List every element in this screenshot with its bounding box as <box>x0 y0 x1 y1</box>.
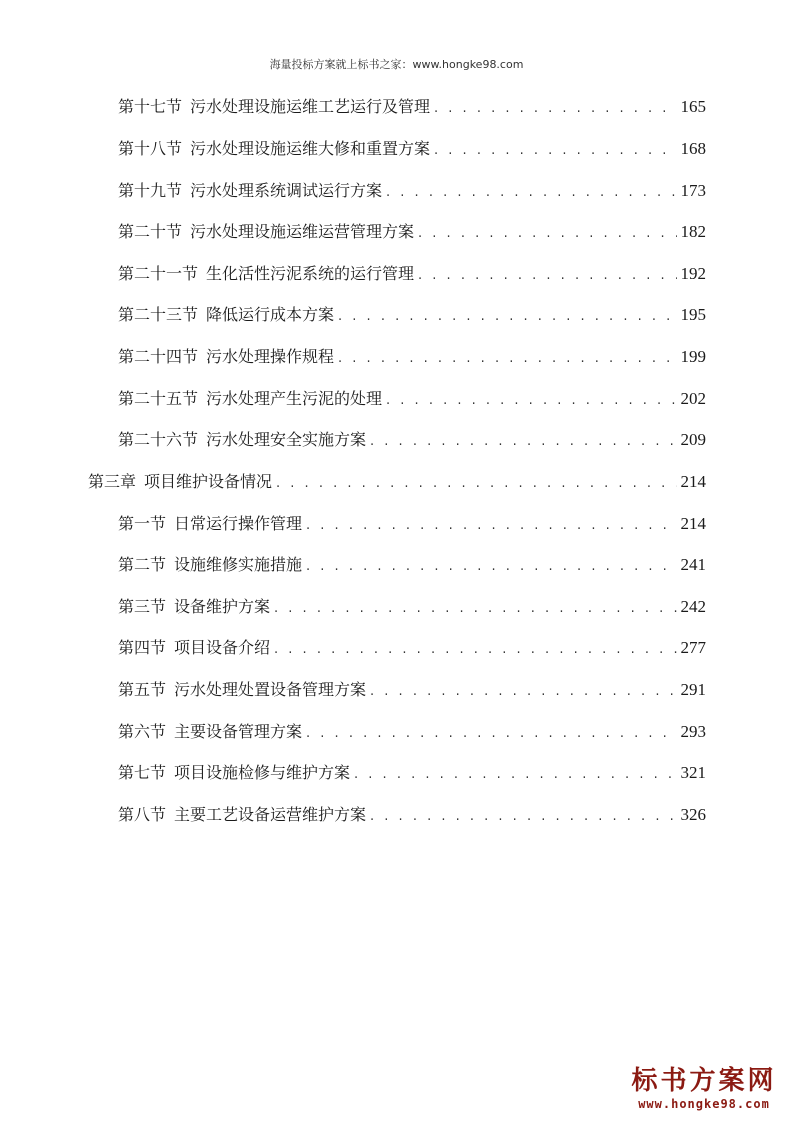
toc-section-number: 第二十六节 <box>118 430 199 449</box>
toc-title: 污水处理系统调试运行方案 <box>190 181 383 200</box>
toc-page-number: 195 <box>680 305 706 324</box>
watermark-url: www.hongke98.com <box>638 1097 770 1111</box>
toc-page-number: 168 <box>680 139 706 158</box>
toc-leader-dots <box>370 804 676 830</box>
toc-entry[interactable] <box>118 719 706 745</box>
toc-section-number: 第八节 <box>118 805 167 824</box>
toc-page-number: 173 <box>680 181 706 200</box>
toc-leader-dots <box>274 596 676 622</box>
watermark-logo <box>629 1066 779 1112</box>
toc-entry[interactable] <box>118 261 706 287</box>
toc-page-number: 321 <box>680 763 706 782</box>
toc-chapter-entry[interactable] <box>88 469 706 495</box>
toc-entry[interactable] <box>118 302 706 328</box>
toc-section-number: 第五节 <box>118 680 167 699</box>
toc-section-number: 第七节 <box>118 763 167 782</box>
toc-section-number: 第二十四节 <box>118 347 199 366</box>
toc-page-number: 165 <box>680 97 706 116</box>
page-header: 海量投标方案就上标书之家：www.hongke98.com <box>269 58 524 71</box>
toc-title: 主要设备管理方案 <box>174 722 303 741</box>
toc-leader-dots <box>306 721 676 747</box>
toc-section-number: 第二节 <box>118 555 167 574</box>
toc-page-number: 214 <box>680 514 706 533</box>
toc-title: 生化活性污泥系统的运行管理 <box>206 264 415 283</box>
toc-section-number: 第一节 <box>118 514 167 533</box>
toc-section-number: 第二十节 <box>118 222 183 241</box>
toc-leader-dots <box>386 180 676 206</box>
toc-entry[interactable] <box>118 344 706 370</box>
toc-leader-dots <box>306 554 676 580</box>
toc-chapter-number: 第三章 <box>88 472 137 491</box>
toc-title: 设施维修实施措施 <box>174 555 303 574</box>
toc-page-number: 199 <box>680 347 706 366</box>
toc-entry[interactable] <box>118 386 706 412</box>
toc-section-number: 第十七节 <box>118 97 183 116</box>
toc-leader-dots <box>434 96 676 122</box>
toc-leader-dots <box>354 762 676 788</box>
toc-page-number: 192 <box>680 264 706 283</box>
toc-leader-dots <box>370 679 676 705</box>
toc-title: 设备维护方案 <box>174 597 271 616</box>
toc-entry[interactable] <box>118 427 706 453</box>
toc-leader-dots <box>276 471 676 497</box>
toc-leader-dots <box>418 263 676 289</box>
toc-page-number: 326 <box>680 805 706 824</box>
toc-leader-dots <box>274 637 676 663</box>
toc-entry[interactable] <box>118 760 706 786</box>
toc-leader-dots <box>370 429 676 455</box>
toc-leader-dots <box>338 346 676 372</box>
toc-title: 污水处理产生污泥的处理 <box>206 389 383 408</box>
toc-title: 污水处理处置设备管理方案 <box>174 680 367 699</box>
toc-entry[interactable] <box>118 802 706 828</box>
toc-page-number: 209 <box>680 430 706 449</box>
toc-entry[interactable] <box>118 552 706 578</box>
toc-leader-dots <box>306 513 676 539</box>
watermark-title: 标书方案网 <box>631 1066 777 1096</box>
toc-title: 污水处理设施运维运营管理方案 <box>190 222 415 241</box>
toc-page-number: 214 <box>680 472 706 491</box>
toc-title: 污水处理设施运维大修和重置方案 <box>190 139 431 158</box>
toc-title: 主要工艺设备运营维护方案 <box>174 805 367 824</box>
toc-page-number: 241 <box>680 555 706 574</box>
toc-entry[interactable] <box>118 511 706 537</box>
toc-section-number: 第四节 <box>118 638 167 657</box>
toc-page-number: 242 <box>680 597 706 616</box>
toc-entry[interactable] <box>118 219 706 245</box>
toc-section-number: 第十九节 <box>118 181 183 200</box>
toc-leader-dots <box>386 388 676 414</box>
toc-section-number: 第三节 <box>118 597 167 616</box>
toc-section-number: 第六节 <box>118 722 167 741</box>
toc-title: 污水处理操作规程 <box>206 347 335 366</box>
toc-section-number: 第二十一节 <box>118 264 199 283</box>
toc-leader-dots <box>418 221 676 247</box>
toc-page-number: 277 <box>680 638 706 657</box>
toc-section-number: 第十八节 <box>118 139 183 158</box>
toc-page-number: 182 <box>680 222 706 241</box>
toc-entry[interactable] <box>118 136 706 162</box>
toc-title: 污水处理设施运维工艺运行及管理 <box>190 97 431 116</box>
toc-page-number: 202 <box>680 389 706 408</box>
toc-entry[interactable] <box>118 594 706 620</box>
toc-section-number: 第二十三节 <box>118 305 199 324</box>
toc-leader-dots <box>434 138 676 164</box>
toc-title: 降低运行成本方案 <box>206 305 335 324</box>
toc-title: 日常运行操作管理 <box>174 514 303 533</box>
toc-entry[interactable] <box>118 635 706 661</box>
toc-section-number: 第二十五节 <box>118 389 199 408</box>
toc-page-number: 293 <box>680 722 706 741</box>
toc-title: 项目设施检修与维护方案 <box>174 763 351 782</box>
toc-page-number: 291 <box>680 680 706 699</box>
toc-title: 项目维护设备情况 <box>144 472 273 491</box>
toc-title: 项目设备介绍 <box>174 638 271 657</box>
toc-title: 污水处理安全实施方案 <box>206 430 367 449</box>
toc-leader-dots <box>338 304 676 330</box>
toc-entry[interactable] <box>118 94 706 120</box>
toc-entry[interactable] <box>118 178 706 204</box>
toc-entry[interactable] <box>118 677 706 703</box>
